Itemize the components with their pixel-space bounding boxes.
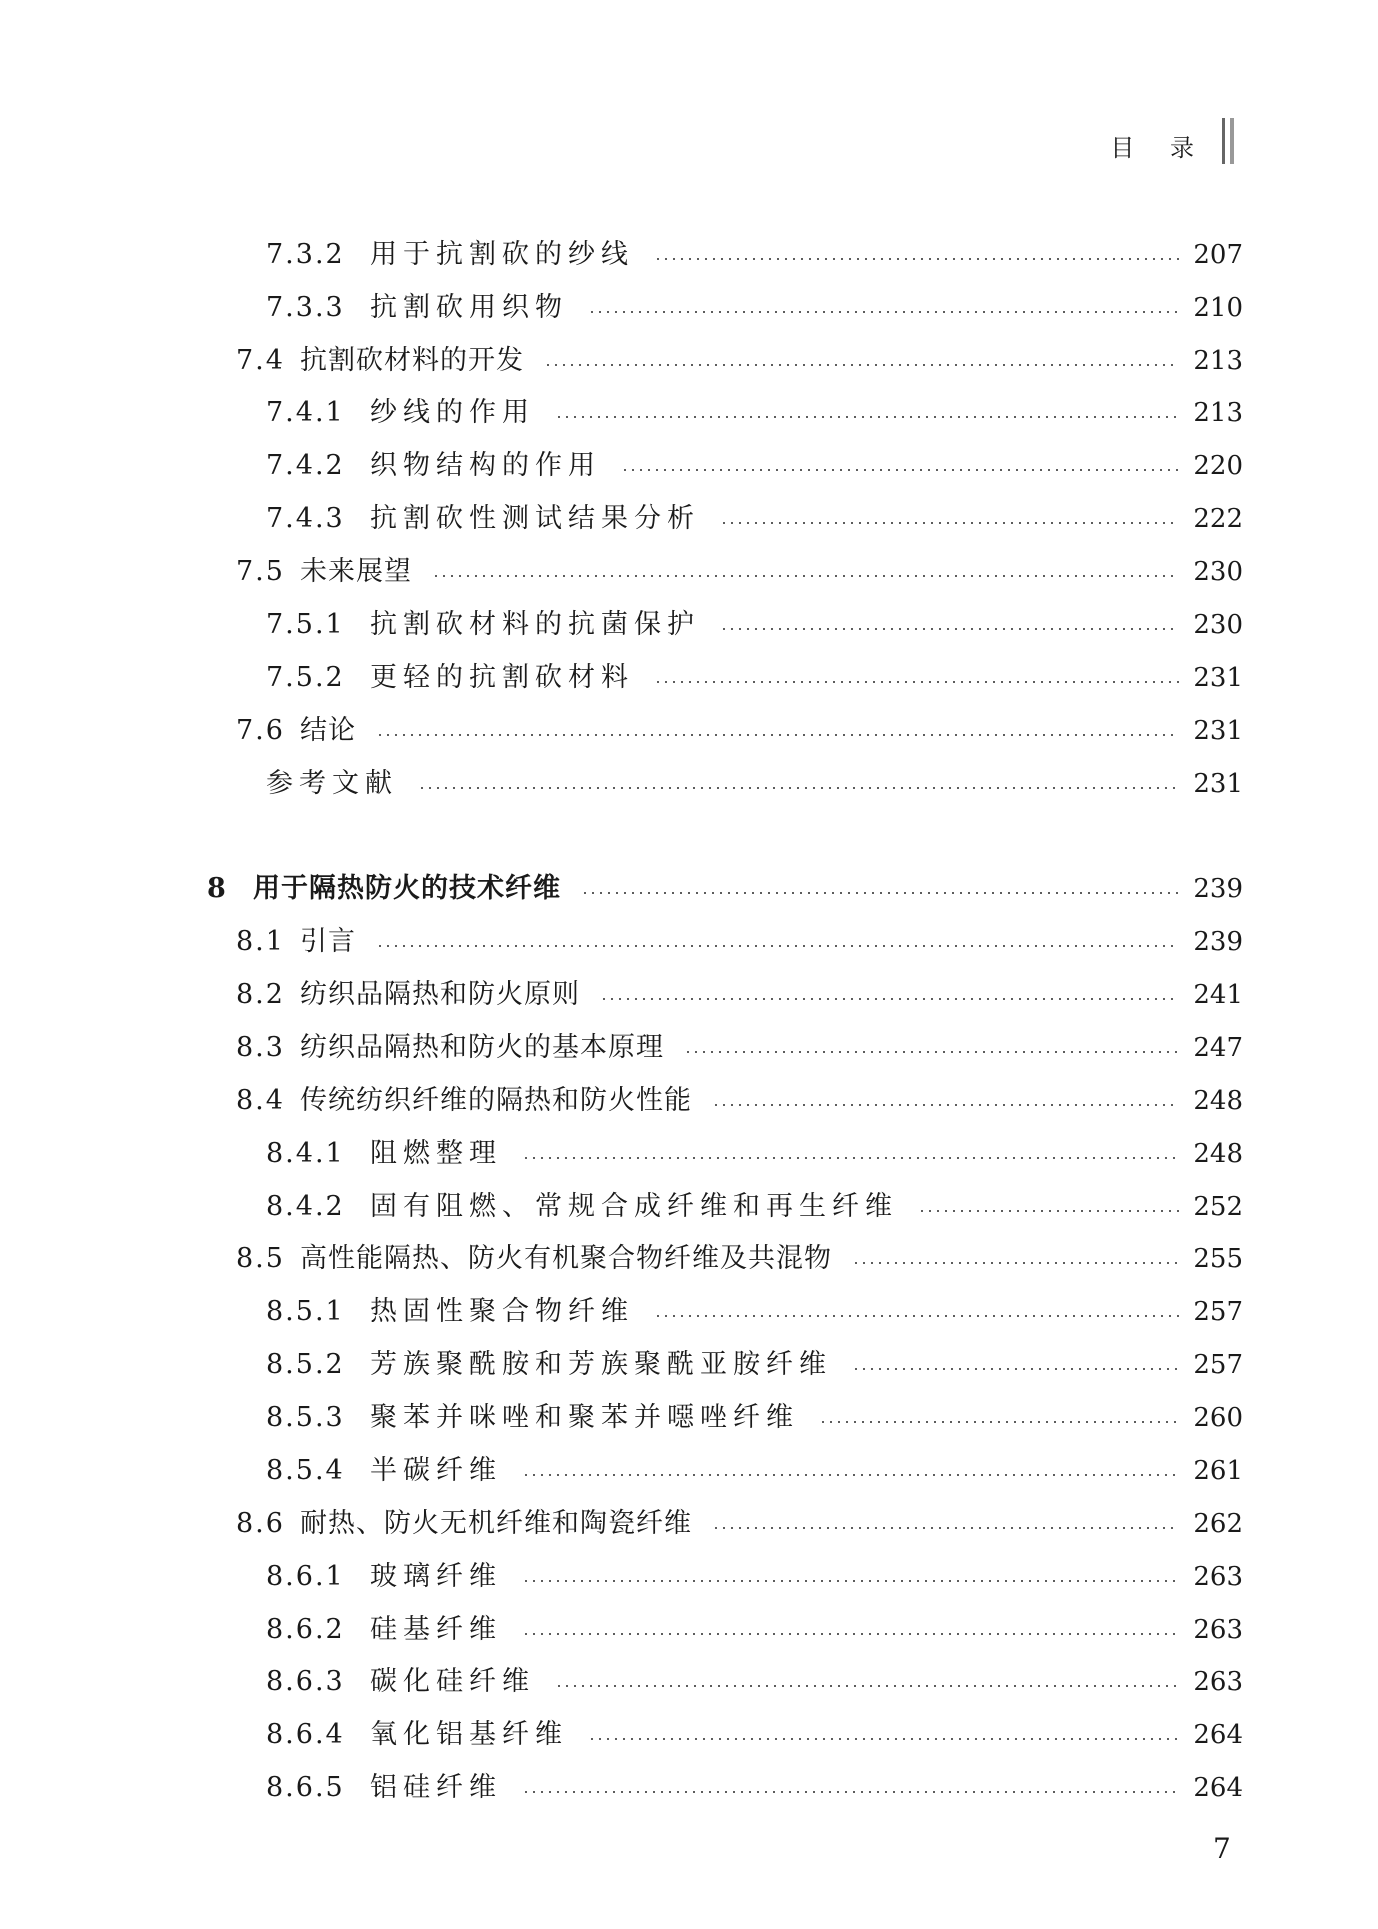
toc-entry-number: 7.6 [236,715,285,746]
toc-entry-title: 抗割砍用织物 [370,292,568,323]
toc-entry-number: 7.3.3 [266,292,345,323]
toc-entry [0,766,1243,802]
toc-entry [0,290,1243,326]
toc-entry-title: 纱线的作用 [370,397,535,428]
dot-leader [418,787,1179,789]
header-rule-bars [1222,118,1236,164]
page-number: 7 [1213,1832,1231,1865]
toc-entry [0,713,1243,749]
dot-leader [819,1421,1179,1423]
toc-entry-page: 230 [1193,557,1243,587]
toc-entry-number: 8.6.1 [266,1561,345,1592]
toc-entry-page: 247 [1193,1033,1243,1063]
dot-leader [588,1738,1179,1740]
toc-entry-title: 用于抗割砍的纱线 [370,239,634,270]
dot-leader [522,1580,1179,1582]
dot-leader [522,1157,1179,1159]
toc-entry-title: 阻燃整理 [370,1138,502,1169]
dot-leader [544,364,1179,366]
dot-leader [720,522,1179,524]
dot-leader [555,416,1179,418]
toc-entry-number: 7.5 [236,556,285,587]
toc-entry-title: 纺织品隔热和防火原则 [300,979,580,1010]
running-header: 目 录 [1110,134,1208,162]
toc-entry [0,395,1243,431]
toc-entry-number: 8.3 [236,1032,285,1063]
dot-leader [654,681,1179,683]
dot-leader [654,258,1179,260]
toc-entry [0,1400,1243,1436]
toc-entry-title: 引言 [300,926,356,957]
toc-entry-title: 纺织品隔热和防火的基本原理 [300,1032,664,1063]
dot-leader [522,1474,1179,1476]
dot-leader [432,575,1179,577]
toc-entry-title: 热固性聚合物纤维 [370,1296,634,1327]
toc-entry [0,1612,1243,1648]
dot-leader [588,311,1179,313]
dot-leader [581,892,1179,894]
toc-entry-title: 半碳纤维 [370,1455,502,1486]
toc-entry-number: 8.4 [236,1085,285,1116]
toc-entry [0,501,1243,537]
toc-entry [0,343,1243,379]
toc-entry [0,924,1243,960]
toc-entry [0,1664,1243,1700]
toc-entry-number: 8.6.3 [266,1666,345,1697]
toc-entry-page: 264 [1193,1720,1243,1750]
toc-entry [0,1717,1243,1753]
toc-entry-page: 255 [1193,1244,1243,1274]
dot-leader [852,1262,1179,1264]
toc-entry [0,237,1243,273]
toc-entry [0,660,1243,696]
toc-entry-page: 263 [1193,1562,1243,1592]
toc-entry-title: 聚苯并咪唑和聚苯并噁唑纤维 [370,1402,799,1433]
toc-entry-title: 用于隔热防火的技术纤维 [253,873,561,904]
toc-entry-page: 252 [1193,1192,1243,1222]
toc-entry-page: 264 [1193,1773,1243,1803]
toc-entry-page: 220 [1193,451,1243,481]
toc-entry-title: 结论 [300,715,356,746]
toc-entry-title: 参考文献 [266,768,398,799]
toc-entry-page: 239 [1193,874,1243,904]
toc-entry [0,1136,1243,1172]
dot-leader [555,1685,1179,1687]
toc-entry-number: 7.5.1 [266,609,345,640]
toc-entry [0,1770,1243,1806]
dot-leader [720,628,1179,630]
toc-entry-number: 7.5.2 [266,662,345,693]
toc-entry-page: 241 [1193,980,1243,1010]
toc-entry-title: 高性能隔热、防火有机聚合物纤维及共混物 [300,1243,832,1274]
toc-entry-number: 8.4.2 [266,1191,345,1222]
toc-entry-page: 261 [1193,1456,1243,1486]
dot-leader [522,1791,1179,1793]
toc-entry-number: 8.6.5 [266,1772,345,1803]
dot-leader [522,1633,1179,1635]
toc-entry-title: 固有阻燃、常规合成纤维和再生纤维 [370,1191,898,1222]
toc-entry-page: 248 [1193,1086,1243,1116]
toc-entry-title: 未来展望 [300,556,412,587]
toc-entry [0,607,1243,643]
toc-entry-number: 7.4.1 [266,397,345,428]
toc-entry-number: 8 [207,873,226,904]
dot-leader [376,734,1179,736]
toc-entry-title: 织物结构的作用 [370,450,601,481]
dot-leader [376,945,1179,947]
toc-entry-page: 222 [1193,504,1243,534]
toc-entry-title: 芳族聚酰胺和芳族聚酰亚胺纤维 [370,1349,832,1380]
dot-leader [621,469,1179,471]
dot-leader [852,1368,1179,1370]
toc-entry-number: 8.5 [236,1243,285,1274]
toc-entry-page: 230 [1193,610,1243,640]
toc-entry-page: 263 [1193,1667,1243,1697]
toc-entry [0,1506,1243,1542]
toc-entry [0,1241,1243,1277]
toc-entry [0,448,1243,484]
toc-entry-page: 231 [1193,716,1243,746]
toc-entry-number: 8.6.4 [266,1719,345,1750]
toc-entry-page: 207 [1193,240,1243,270]
dot-leader [712,1104,1179,1106]
header-bar-thin [1222,118,1225,164]
toc-entry-page: 239 [1193,927,1243,957]
toc-entry [0,1559,1243,1595]
toc-entry-page: 257 [1193,1297,1243,1327]
toc-entry-number: 7.4 [236,345,285,376]
toc-entry-page: 213 [1193,398,1243,428]
toc-entry-title: 硅基纤维 [370,1614,502,1645]
toc-entry-number: 7.4.3 [266,503,345,534]
toc-entry-number: 8.6 [236,1508,285,1539]
toc-entry [0,871,1243,907]
header-bar-thick [1230,118,1234,164]
dot-leader [684,1051,1179,1053]
toc-entry-page: 262 [1193,1509,1243,1539]
toc-entry-title: 耐热、防火无机纤维和陶瓷纤维 [300,1508,692,1539]
dot-leader [918,1210,1179,1212]
toc-entry-title: 玻璃纤维 [370,1561,502,1592]
toc-entry-number: 8.2 [236,979,285,1010]
toc-entry-number: 8.5.2 [266,1349,345,1380]
toc-entry [0,1347,1243,1383]
toc-entry [0,554,1243,590]
toc-entry-title: 传统纺织纤维的隔热和防火性能 [300,1085,692,1116]
toc-entry-number: 8.5.1 [266,1296,345,1327]
toc-entry-title: 抗割砍材料的开发 [300,345,524,376]
toc-entry-title: 碳化硅纤维 [370,1666,535,1697]
toc-entry-page: 231 [1193,769,1243,799]
toc-entry-number: 8.5.4 [266,1455,345,1486]
toc-entry [0,1453,1243,1489]
toc-entry-number: 8.5.3 [266,1402,345,1433]
dot-leader [712,1527,1179,1529]
dot-leader [600,998,1179,1000]
toc-entry-page: 213 [1193,346,1243,376]
toc-entry [0,977,1243,1013]
toc-entry-title: 铝硅纤维 [370,1772,502,1803]
toc-entry-page: 231 [1193,663,1243,693]
toc-entry-page: 260 [1193,1403,1243,1433]
toc-entry [0,1294,1243,1330]
toc-entry [0,1189,1243,1225]
toc-entry-title: 氧化铝基纤维 [370,1719,568,1750]
toc-entry-page: 248 [1193,1139,1243,1169]
toc-entry-number: 8.4.1 [266,1138,345,1169]
toc-entry-number: 8.1 [236,926,285,957]
toc-entry-number: 8.6.2 [266,1614,345,1645]
toc-entry-title: 更轻的抗割砍材料 [370,662,634,693]
toc-entry-number: 7.4.2 [266,450,345,481]
toc-entry-title: 抗割砍材料的抗菌保护 [370,609,700,640]
toc-entry-page: 263 [1193,1615,1243,1645]
toc-entry-title: 抗割砍性测试结果分析 [370,503,700,534]
dot-leader [654,1315,1179,1317]
toc-entry-page: 210 [1193,293,1243,323]
toc-entry [0,1083,1243,1119]
toc-entry [0,1030,1243,1066]
toc-entry-number: 7.3.2 [266,239,345,270]
toc-entry-page: 257 [1193,1350,1243,1380]
